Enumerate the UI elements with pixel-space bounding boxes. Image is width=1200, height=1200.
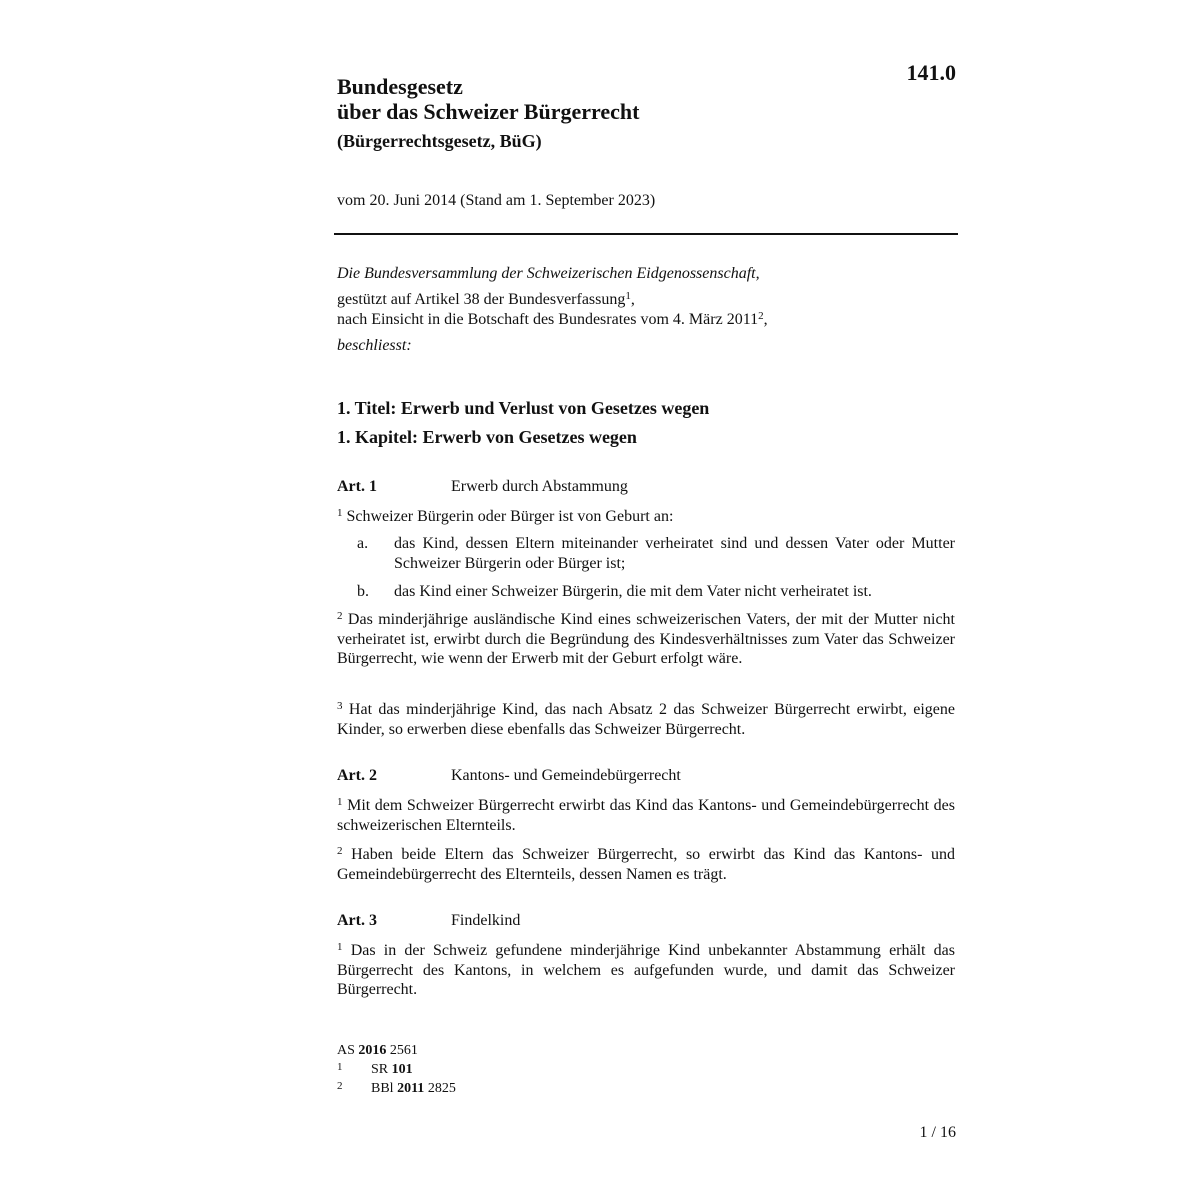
short-title: (Bürgerrechtsgesetz, BüG) — [337, 131, 542, 151]
paragraph-text: Schweizer Bürgerin oder Bürger ist von Geburt an: — [346, 508, 674, 525]
list-item — [357, 582, 955, 602]
article-1-paragraph-1 — [337, 507, 955, 527]
footnote-ref: 101 — [391, 1062, 413, 1077]
paragraph-text: Das minderjährige ausländische Kind eines schweizerischen Vaters, der mit der Mutter nicht verheiratet ist, erwirbt durch die Begründung des Kindesverhältnisses zum Vater das Schweizer Bürgerrecht, wie wenn der Erwerb mit der Geburt erfolgt wäre. — [337, 611, 956, 668]
item-letter: a. — [357, 535, 369, 552]
article-2-paragraph-1 — [337, 796, 955, 835]
paragraph-number: 1 — [337, 796, 343, 808]
preamble — [337, 264, 957, 356]
botschaft-text: nach Einsicht in die Botschaft des Bundesrates vom 4. März 2011 — [337, 311, 759, 328]
footnote-2 — [337, 1078, 637, 1097]
article-title: Kantons- und Gemeindebürgerrecht — [451, 767, 681, 784]
preamble-authority: Die Bundesversammlung der Schweizerischen Eidgenossenschaft, — [337, 265, 760, 282]
article-3-paragraph-1 — [337, 941, 955, 1000]
paragraph-text: Das in der Schweiz gefundene minderjährige Kind unbekannter Abstammung erhält das Bürgerrecht des Kantons, in welchem es aufgefunden wurde, und damit das Schweizer Bürgerrecht. — [337, 942, 956, 999]
item-letter: b. — [357, 583, 369, 600]
date-line: vom 20. Juni 2014 (Stand am 1. September 2023) — [337, 192, 656, 209]
title-heading: 1. Titel: Erwerb und Verlust von Gesetzes wegen — [337, 398, 710, 418]
footnote-ref-1[interactable]: 1 — [625, 290, 631, 302]
as-reference — [337, 1043, 637, 1059]
article-3-heading — [337, 912, 957, 930]
basis-text: gestützt auf Artikel 38 der Bundesverfassung — [337, 291, 626, 308]
paragraph-number: 1 — [337, 507, 343, 519]
page-number: 1 / 16 — [919, 1124, 956, 1141]
paragraph-number: 2 — [337, 845, 343, 857]
chapter-heading: 1. Kapitel: Erwerb von Gesetzes wegen — [337, 427, 637, 447]
header-divider — [334, 233, 958, 235]
article-number: Art. 1 — [337, 478, 377, 495]
paragraph-number: 3 — [337, 700, 343, 712]
footnote-number: 1 — [337, 1061, 343, 1073]
article-1-paragraph-3 — [337, 700, 955, 739]
as-prefix: AS — [337, 1043, 355, 1058]
footnote-page: 2825 — [427, 1081, 456, 1096]
footnote-1 — [337, 1059, 637, 1078]
footnote-ref-2[interactable]: 2 — [758, 310, 764, 322]
article-number: Art. 2 — [337, 767, 377, 784]
footnote-number: 2 — [337, 1080, 343, 1092]
title-line-2: über das Schweizer Bürgerrecht — [337, 99, 640, 124]
article-number: Art. 3 — [337, 912, 377, 929]
item-text: das Kind, dessen Eltern miteinander verheiratet sind und dessen Vater oder Mutter Schweizer Bürgerin oder Bürger ist; — [394, 535, 955, 572]
article-1-paragraph-2 — [337, 610, 955, 669]
article-2-paragraph-2 — [337, 845, 955, 884]
title-line-1: Bundesgesetz — [337, 74, 463, 99]
paragraph-text: Mit dem Schweizer Bürgerrecht erwirbt das Kind das Kantons- und Gemeindebürgerrecht des schweizerischen Elternteils. — [337, 797, 956, 834]
basis-end: , — [630, 291, 635, 308]
botschaft-end: , — [763, 311, 768, 328]
footnote-year: 2011 — [397, 1081, 425, 1096]
preamble-resolution: beschliesst: — [337, 337, 412, 354]
list-item — [357, 534, 955, 574]
paragraph-number: 2 — [337, 610, 343, 622]
article-title: Erwerb durch Abstammung — [451, 478, 628, 495]
sr-number: 141.0 — [906, 60, 956, 85]
preamble-botschaft — [337, 310, 957, 330]
article-1-heading — [337, 478, 957, 496]
item-text: das Kind einer Schweizer Bürgerin, die mit dem Vater nicht verheiratet ist. — [394, 583, 872, 600]
footnotes — [337, 1043, 637, 1097]
footnote-prefix: BBl — [371, 1081, 394, 1096]
article-2-heading — [337, 767, 957, 785]
as-year: 2016 — [358, 1043, 387, 1058]
article-title: Findelkind — [451, 912, 521, 929]
as-page: 2561 — [389, 1043, 418, 1058]
footnote-prefix: SR — [371, 1062, 389, 1077]
law-title — [337, 74, 857, 152]
preamble-basis — [337, 290, 957, 310]
paragraph-number: 1 — [337, 941, 343, 953]
paragraph-text: Haben beide Eltern das Schweizer Bürgerrecht, so erwirbt das Kind das Kantons- und Gemeindebürgerrecht des Elternteils, dessen Namen es trägt. — [337, 846, 956, 883]
paragraph-text: Hat das minderjährige Kind, das nach Absatz 2 das Schweizer Bürgerrecht erwirbt, eigene Kinder, so erwerben diese ebenfalls das Schweizer Bürgerrecht. — [337, 701, 956, 738]
